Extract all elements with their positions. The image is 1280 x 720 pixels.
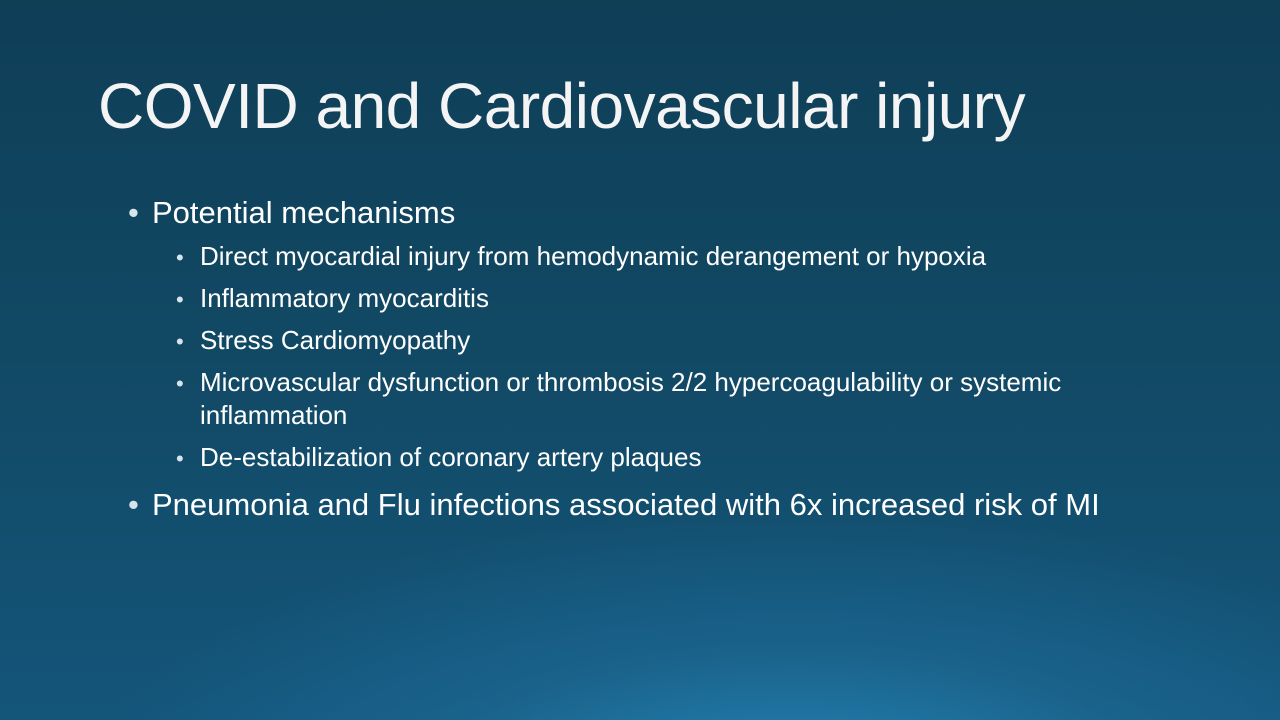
slide-title: COVID and Cardiovascular injury <box>98 70 1026 142</box>
bullet-glyph: • <box>176 329 184 354</box>
sub-bullet-text: De-estabilization of coronary artery plaques <box>200 442 702 472</box>
slide-content <box>128 196 1188 522</box>
sub-bullet-list <box>176 240 1188 474</box>
bullet-glyph: • <box>176 287 184 312</box>
sub-bullet-inflammatory-myocarditis <box>176 282 1188 315</box>
sub-bullet-microvascular-dysfunction <box>176 366 1188 432</box>
bullet-glyph: • <box>176 446 184 471</box>
bullet-text: Pneumonia and Flu infections associated with 6x increased risk of MI <box>152 487 1100 522</box>
bullet-glyph: • <box>176 371 184 396</box>
bullet-pneumonia-flu-risk <box>128 488 1188 522</box>
sub-bullet-text: Stress Cardiomyopathy <box>200 325 471 355</box>
sub-bullet-direct-myocardial-injury <box>176 240 1188 273</box>
sub-bullet-text: Direct myocardial injury from hemodynamic derangement or hypoxia <box>200 241 987 271</box>
bullet-potential-mechanisms <box>128 196 1188 230</box>
sub-bullet-text: Inflammatory myocarditis <box>200 283 489 313</box>
sub-bullet-text: Microvascular dysfunction or thrombosis 2/2 hypercoagulability or systemic inflammation <box>200 367 1062 430</box>
sub-bullet-plaque-destabilization <box>176 441 1188 474</box>
bullet-text: Potential mechanisms <box>152 195 456 230</box>
bullet-glyph: • <box>176 245 184 270</box>
sub-bullet-stress-cardiomyopathy <box>176 324 1188 357</box>
bullet-glyph: • <box>128 195 139 230</box>
bullet-glyph: • <box>128 487 139 522</box>
